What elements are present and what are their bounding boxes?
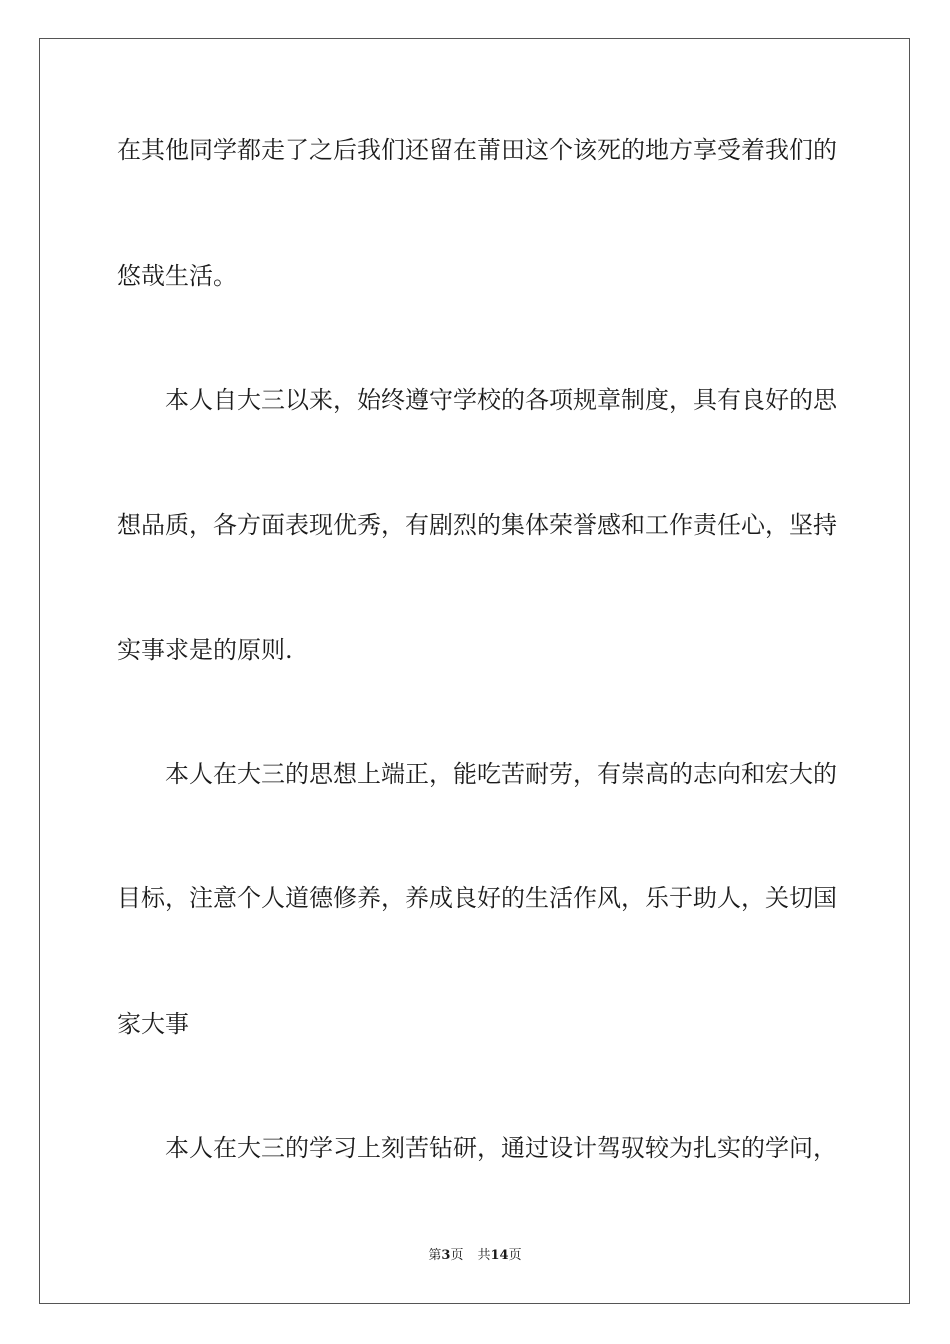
footer-total-pages: 14 <box>490 1248 509 1263</box>
footer-page-prefix: 第 <box>428 1248 442 1263</box>
footer-page-number: 3 <box>441 1248 451 1263</box>
body-line-8: 家大事 <box>117 1010 189 1038</box>
footer-total-suffix: 页 <box>508 1248 522 1263</box>
page-frame <box>39 38 910 1304</box>
body-line-2: 悠哉生活。 <box>117 262 237 290</box>
body-line-3: 本人自大三以来，始终遵守学校的各项规章制度，具有良好的思 <box>165 386 837 414</box>
footer-total-prefix: 共 <box>477 1248 491 1263</box>
body-line-5: 实事求是的原则. <box>117 636 293 664</box>
body-line-7: 目标，注意个人道德修养，养成良好的生活作风，乐于助人，关切国 <box>117 884 837 912</box>
body-line-9: 本人在大三的学习上刻苦钻研，通过设计驾驭较为扎实的学问， <box>165 1134 837 1162</box>
body-line-6: 本人在大三的思想上端正，能吃苦耐劳，有崇高的志向和宏大的 <box>165 760 837 788</box>
body-line-1: 在其他同学都走了之后我们还留在莆田这个该死的地方享受着我们的 <box>117 136 837 164</box>
page-footer <box>0 1248 950 1264</box>
body-line-4: 想品质，各方面表现优秀，有剧烈的集体荣誉感和工作责任心，坚持 <box>117 511 837 539</box>
footer-page-suffix: 页 <box>450 1248 464 1263</box>
